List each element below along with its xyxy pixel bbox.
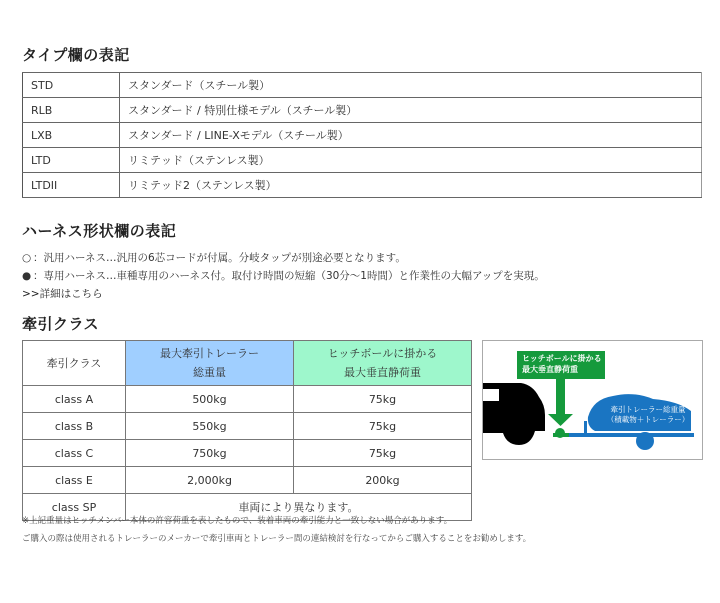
type-desc: リミテッド（ステンレス製） <box>120 148 702 173</box>
type-code: RLB <box>23 98 120 123</box>
harness-note-text: ：専用ハーネス…車種専用のハーネス付。取付け時間の短縮（30分～1時間）と作業性の大幅アップを実現。 <box>33 270 545 282</box>
trailer-weight-cell: 500kg <box>126 386 294 413</box>
harness-note-generic <box>22 250 406 265</box>
vertical-load-label-line2: 最大垂直静荷重 <box>522 365 578 374</box>
type-desc: スタンダード / 特別仕様モデル（スチール製） <box>120 98 702 123</box>
header-max-vertical <box>294 341 472 386</box>
traction-section-title: 牽引クラス <box>22 315 100 333</box>
type-table <box>22 72 702 198</box>
table-header-row <box>23 341 472 386</box>
table-row <box>23 98 702 123</box>
type-code: LTD <box>23 148 120 173</box>
harness-note-text: ：汎用ハーネス…汎用の6芯コードが付属。分岐タップが別途必要となります。 <box>33 252 406 264</box>
type-desc: スタンダード（スチール製） <box>120 73 702 98</box>
table-row <box>23 467 472 494</box>
detail-link[interactable]: >>詳細はこちら <box>22 288 103 300</box>
trailer-weight-label-line2: （積載物＋トレーラー） <box>606 415 690 424</box>
header-max-trailer <box>126 341 294 386</box>
sp-note-cell: 車両により異なります。 <box>126 494 472 521</box>
traction-table <box>22 340 472 521</box>
type-desc: スタンダード / LINE-Xモデル（スチール製） <box>120 123 702 148</box>
table-row <box>23 440 472 467</box>
trailer-weight-cell: 550kg <box>126 413 294 440</box>
trailer-weight-label-line1: 牽引トレーラー総重量 <box>610 405 686 414</box>
class-cell: class SP <box>23 494 126 521</box>
class-cell: class A <box>23 386 126 413</box>
table-row <box>23 148 702 173</box>
type-code: LXB <box>23 123 120 148</box>
filled-circle-icon: ● <box>22 270 32 282</box>
vertical-load-label <box>519 353 606 375</box>
table-row <box>23 386 472 413</box>
class-cell: class B <box>23 413 126 440</box>
vertical-load-cell: 75kg <box>294 413 472 440</box>
table-row <box>23 173 702 198</box>
harness-section-title: ハーネス形状欄の表記 <box>22 222 177 240</box>
table-row <box>23 413 472 440</box>
header-class: 牽引クラス <box>23 341 126 386</box>
vertical-load-cell: 75kg <box>294 386 472 413</box>
header-max-trailer-line2: 総重量 <box>193 366 226 379</box>
footnote-weight: ※上記重量はヒッチメンバー本体の許容荷重を表したもので、装着車両の牽引能力と一致しない場合があります。 <box>22 516 453 526</box>
towing-illustration <box>482 340 703 460</box>
class-cell: class C <box>23 440 126 467</box>
vertical-load-cell: 200kg <box>294 467 472 494</box>
trailer-weight-label <box>603 405 693 425</box>
table-row <box>23 123 702 148</box>
harness-note-dedicated <box>22 268 545 283</box>
type-section-title: タイプ欄の表記 <box>22 46 130 64</box>
trailer-weight-cell: 750kg <box>126 440 294 467</box>
vertical-load-label-line1: ヒッチボールに掛かる <box>522 354 602 363</box>
type-code: LTDII <box>23 173 120 198</box>
type-code: STD <box>23 73 120 98</box>
trailer-weight-cell: 2,000kg <box>126 467 294 494</box>
type-desc: リミテッド2（ステンレス製） <box>120 173 702 198</box>
open-circle-icon: ○ <box>22 252 32 264</box>
class-cell: class E <box>23 467 126 494</box>
header-max-vertical-line2: 最大垂直静荷重 <box>344 366 421 379</box>
vertical-load-cell: 75kg <box>294 440 472 467</box>
header-max-trailer-line1: 最大牽引トレーラー <box>160 347 259 360</box>
table-row <box>23 73 702 98</box>
footnote-purchase: ご購入の際は使用されるトレーラーのメーカーで牽引車両とトレーラー間の連結検討を行なってからご購入することをお勧めします。 <box>22 534 532 544</box>
header-max-vertical-line1: ヒッチボールに掛かる <box>327 347 438 360</box>
